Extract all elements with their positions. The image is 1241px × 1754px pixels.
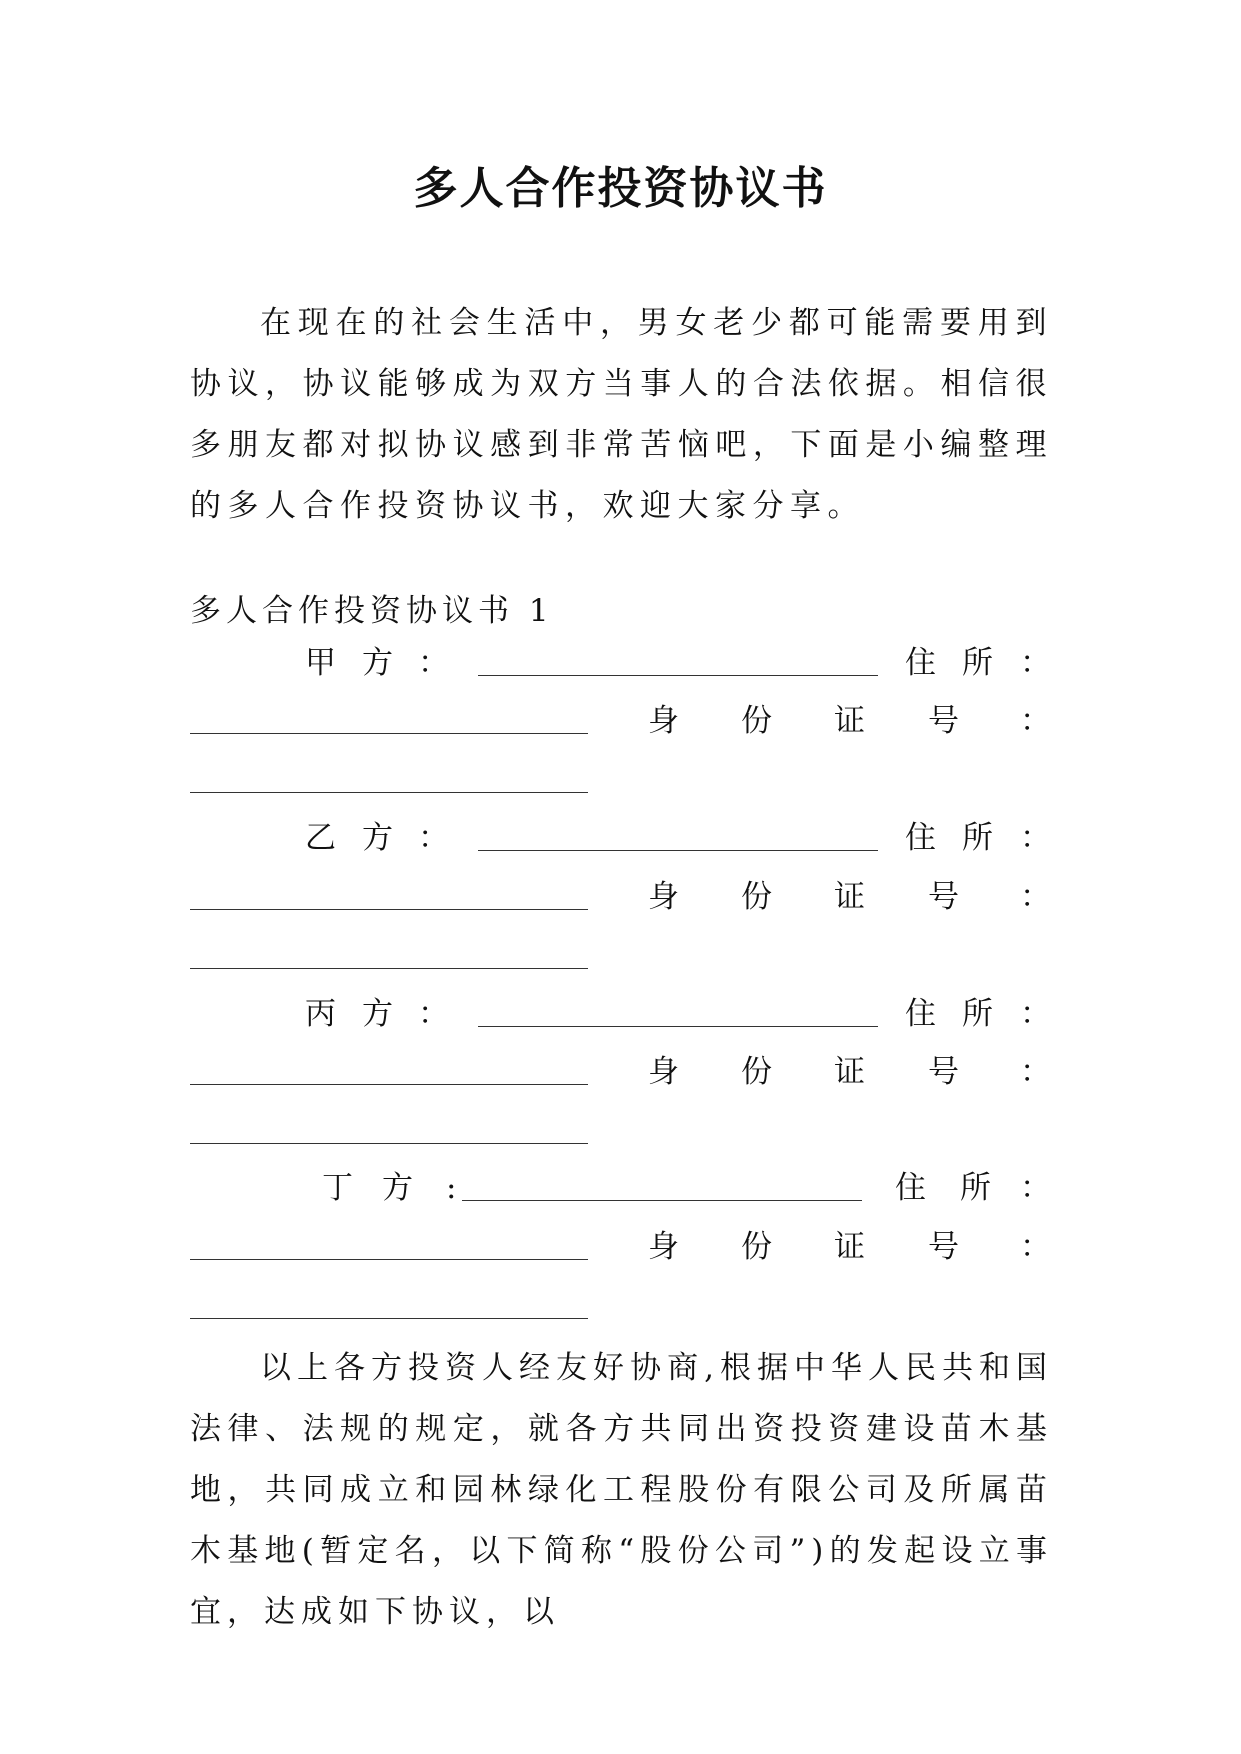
id-number-blank <box>190 792 588 793</box>
address-blank <box>190 1084 588 1085</box>
id-label-char: 身 <box>648 879 679 915</box>
id-label-char: 证 <box>834 1054 865 1090</box>
body-paragraph: 以上各方投资人经友好协商,根据中华人民共和国法律、法规的规定，就各方共同出资投资建设苗木基地，共同成立和园林绿化工程股份有限公司及所属苗木基地(暂定名，以下简称“股份公司”)的发起设立事宜，达成如下协议，以 <box>190 1350 1053 1630</box>
id-label-char: 号 <box>928 879 959 915</box>
address-label-char: 住 <box>905 645 936 681</box>
party-name-char: 丙 <box>305 996 336 1032</box>
party-colon: : <box>446 1170 457 1206</box>
address-label-char: 所 <box>960 1170 991 1206</box>
id-colon: ： <box>1020 703 1051 739</box>
address-label-char: 所 <box>962 645 993 681</box>
address-label-char: 住 <box>905 820 936 856</box>
id-colon: ： <box>1020 1229 1051 1265</box>
party-name-blank <box>478 850 878 851</box>
section-heading: 多人合作投资协议书 1 <box>190 593 554 629</box>
party-name-char: 甲 <box>305 645 336 681</box>
address-label-char: 住 <box>895 1170 926 1206</box>
id-label-char: 证 <box>834 703 865 739</box>
party-name-char: 方 <box>362 820 393 856</box>
id-label-char: 号 <box>928 703 959 739</box>
id-number-blank <box>190 1143 588 1144</box>
party-name-blank <box>462 1200 862 1201</box>
id-colon: ： <box>1020 1054 1051 1090</box>
id-label-char: 身 <box>648 703 679 739</box>
party-name-char: 方 <box>382 1170 413 1206</box>
party-colon: ： <box>418 645 449 681</box>
id-number-blank <box>190 1318 588 1319</box>
id-label-char: 证 <box>834 879 865 915</box>
address-blank <box>190 909 588 910</box>
id-colon: ： <box>1020 879 1051 915</box>
document-title: 多人合作投资协议书 <box>413 163 828 214</box>
party-name-blank <box>478 1026 878 1027</box>
address-colon: ： <box>1020 820 1051 856</box>
id-label-char: 份 <box>741 1054 772 1090</box>
address-blank <box>190 1259 588 1260</box>
id-label-char: 证 <box>834 1229 865 1265</box>
address-blank <box>190 733 588 734</box>
id-label-char: 号 <box>928 1054 959 1090</box>
party-name-blank <box>478 675 878 676</box>
id-number-blank <box>190 968 588 969</box>
id-label-char: 号 <box>928 1229 959 1265</box>
party-name-char: 丁 <box>322 1170 353 1206</box>
party-colon: ： <box>418 820 449 856</box>
id-label-char: 份 <box>741 879 772 915</box>
address-label-char: 所 <box>962 820 993 856</box>
address-colon: ： <box>1020 1170 1051 1206</box>
party-colon: ： <box>418 996 449 1032</box>
id-label-char: 份 <box>741 1229 772 1265</box>
id-label-char: 份 <box>741 703 772 739</box>
party-name-char: 方 <box>362 996 393 1032</box>
party-name-char: 乙 <box>305 820 336 856</box>
address-colon: ： <box>1020 996 1051 1032</box>
id-label-char: 身 <box>648 1054 679 1090</box>
address-colon: ： <box>1020 645 1051 681</box>
party-name-char: 方 <box>362 645 393 681</box>
id-label-char: 身 <box>648 1229 679 1265</box>
address-label-char: 所 <box>962 996 993 1032</box>
intro-paragraph: 在现在的社会生活中，男女老少都可能需要用到协议，协议能够成为双方当事人的合法依据。相信很多朋友都对拟协议感到非常苦恼吧，下面是小编整理的多人合作投资协议书，欢迎大家分享。 <box>190 305 1053 524</box>
address-label-char: 住 <box>905 996 936 1032</box>
